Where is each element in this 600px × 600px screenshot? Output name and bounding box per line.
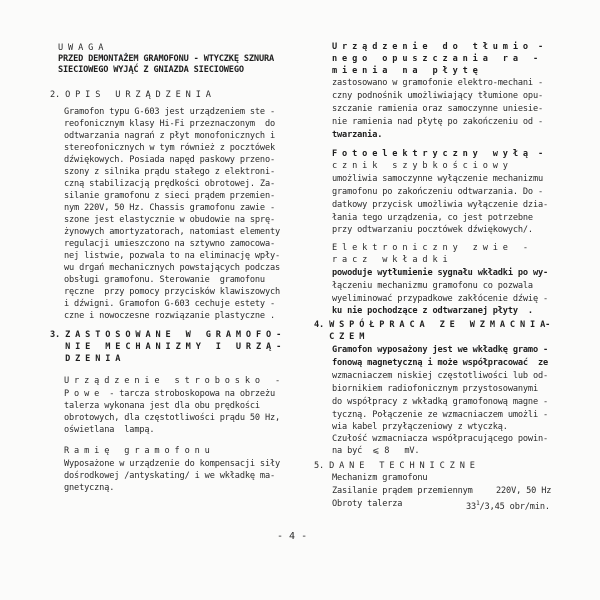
lift-title-line: U r z ą d z e n i e d o t ł u m i o -	[332, 42, 544, 52]
text-line: powoduje wytłumienie sygnału wkładki po wy-	[332, 268, 549, 278]
text-line: szczanie ramienia oraz samoczynne uniesie-	[332, 104, 544, 114]
text-line: dośrodkowej /antyskating/ i we wkładkę ma-	[64, 471, 276, 481]
text-line: umożliwia samoczynne wyłączenie mechanizmu	[332, 174, 544, 184]
text-line: wyeliminować przypadkowe zakłócenie dźwię -	[332, 294, 549, 304]
text-line: czną stabilizacją prędkości obrotowej. Za-	[64, 179, 276, 189]
text-line: P o w e - tarcza stroboskopowa na obrzeżu	[64, 389, 276, 399]
warning-line-2: SIECIOWEGO WYJĄĆ Z GNIAZDA SIECIOWEGO	[58, 65, 244, 75]
section-4-heading-line: C Z E M	[314, 332, 365, 342]
tonearm-title: R a m i ę g r a m o f o n u	[64, 446, 210, 456]
spec-label: Mechanizm gramofonu	[332, 473, 428, 483]
rpm-superscript: 1	[476, 500, 480, 507]
text-line: reofonicznym klasy Hi-Fi przeznaczonym do	[64, 119, 276, 129]
text-line: oświetlana lampą.	[64, 425, 155, 435]
warning-line-1: PRZED DEMONTAŻEM GRAMOFONU - WTYCZKĘ SZNURA	[58, 54, 275, 64]
text-line: datkowy przycisk umożliwia wyłączenie dzia-	[332, 200, 549, 210]
section-4-heading-line: 4. W S P Ó Ł P R A C A Z E W Z M A C N I A-	[314, 320, 551, 330]
spec-label: Obroty talerza	[332, 499, 403, 509]
text-line: do współpracy z wkładką gramofonową magne -	[332, 397, 549, 407]
text-line: obsługi gramofonu. Sterowanie gramofonu	[64, 275, 265, 285]
text-line: stereofonicznych w tym również z pocztówek	[64, 143, 276, 153]
spec-value	[466, 499, 550, 512]
rpm-main: 33	[466, 502, 477, 512]
text-line: ku nie pochodzące z odtwarzanej płyty .	[332, 306, 533, 316]
heading-line: N I E M E C H A N I Z M Y I U R Z Ą -	[50, 342, 282, 352]
text-line: biornikiem radiofonicznym przystosowanymi	[332, 384, 538, 394]
text-line: łania tego urządzenia, co jest potrzebne	[332, 213, 533, 223]
text-line: żynowych amortyzatorach, natomiast elementy	[64, 227, 281, 237]
text-line: obrotowych, dla częstotliwości prądu 50 Hz,	[64, 413, 281, 423]
text-line: łączeniu mechanizmu gramofonu co pozwala	[332, 281, 533, 291]
text-line: czne i nowoczesne rozwiązanie plastyczne .	[64, 311, 276, 321]
lift-title-line: n e g o o p u s z c z a n i a r a -	[332, 54, 538, 64]
text-line: nie ramienia nad płytę po zakończeniu od -	[332, 117, 544, 127]
spec-label: Zasilanie prądem przemiennym	[332, 486, 473, 496]
text-line: gramofonu po zakończeniu odtwarzania. Do -	[332, 187, 544, 197]
text-line: na być ⩽ 8 mV.	[332, 446, 420, 456]
text-line: Wyposażone w urządzenie do kompensacji siły	[64, 459, 281, 469]
text-line: gnetyczną.	[64, 483, 115, 493]
rpm-rest: /3,45 obr/min.	[479, 502, 550, 512]
section-5-heading: 5. D A N E T E C H N I C Z N E	[314, 461, 475, 471]
text-line: silanie gramofonu z sieci prądem przemien-	[64, 191, 276, 201]
text-line: zastosowano w gramofonie elektro-mechani -	[332, 78, 544, 88]
text-line: ręczne przy pomocy przycisków klawiszowych	[64, 287, 281, 297]
text-line: talerza wykonana jest dla obu prędkości	[64, 401, 260, 411]
text-line: dźwiękowych. Posiada napęd paskowy przeno-	[64, 155, 276, 165]
text-line: nym 220V, 50 Hz. Chassis gramofonu zawie -	[64, 203, 276, 213]
stroboscope-title: U r z ą d z e n i e s t r o b o s k o -	[64, 376, 281, 386]
text-line: Gramofon wyposażony jest we wkładkę gramo -	[332, 345, 549, 355]
text-line: regulacji umieszczono na sztywno zamocowa-	[64, 239, 276, 249]
text-line: przy odtwarzaniu pocztówek dźwiękowych/.	[332, 225, 533, 235]
heading-line: D Z E N I A	[50, 354, 121, 364]
text-line: wia kabel przyłączeniowy z wtyczką.	[332, 422, 508, 432]
photo-switch-title-line: c z n i k s z y b k o ś c i o w y	[332, 161, 508, 171]
heading-line: 3. Z A S T O S O W A N E W G R A M O F O -	[50, 330, 282, 340]
spec-value: 220V, 50 Hz	[496, 486, 552, 496]
text-line: szone jest elastycznie w obudowie na sprę-	[64, 215, 276, 225]
photo-switch-title-line: F o t o e l e k t r y c z n y w y ł ą -	[332, 149, 544, 159]
text-line: wzmacniaczem niskiej częstotliwości lub od-	[332, 371, 549, 381]
warning-title: U W A G A	[58, 43, 104, 53]
text-line: czny podnośnik umożliwiający tłumione opu-	[332, 91, 544, 101]
text-line: Czułość wzmacniacza współpracującego powin-	[332, 434, 549, 444]
text-line: i dźwigni. Gramofon G-603 cechuje estety -	[64, 299, 276, 309]
text-line: szony z silnika prądu stałego z elektroni-	[64, 167, 276, 177]
muter-title-line: r a c z w k ł a d k i	[332, 255, 448, 265]
text-line: wu drgań mechanicznych powstających podczas	[64, 263, 281, 273]
text-line: odtwarzania nagrań z płyt monofonicznych i	[64, 131, 276, 141]
text-line: twarzania.	[332, 130, 383, 140]
text-line: tyczną. Połączenie ze wzmacniaczem umożli -	[332, 410, 549, 420]
muter-title-line: E l e k t r o n i c z n y z w i e -	[332, 243, 528, 253]
text-line: fonową magnetyczną i może współpracować ze	[332, 358, 549, 368]
text-line: nej listwie, pozwala to na eliminację wpły-	[64, 251, 281, 261]
lift-title-line: m i e n i a n a p ł y t ę	[332, 66, 478, 76]
section-2-heading: 2. O P I S U R Z Ą D Z E N I A	[50, 90, 211, 100]
page-number: - 4 -	[277, 531, 308, 542]
text-line: Gramofon typu G-603 jest urządzeniem ste -	[64, 107, 276, 117]
